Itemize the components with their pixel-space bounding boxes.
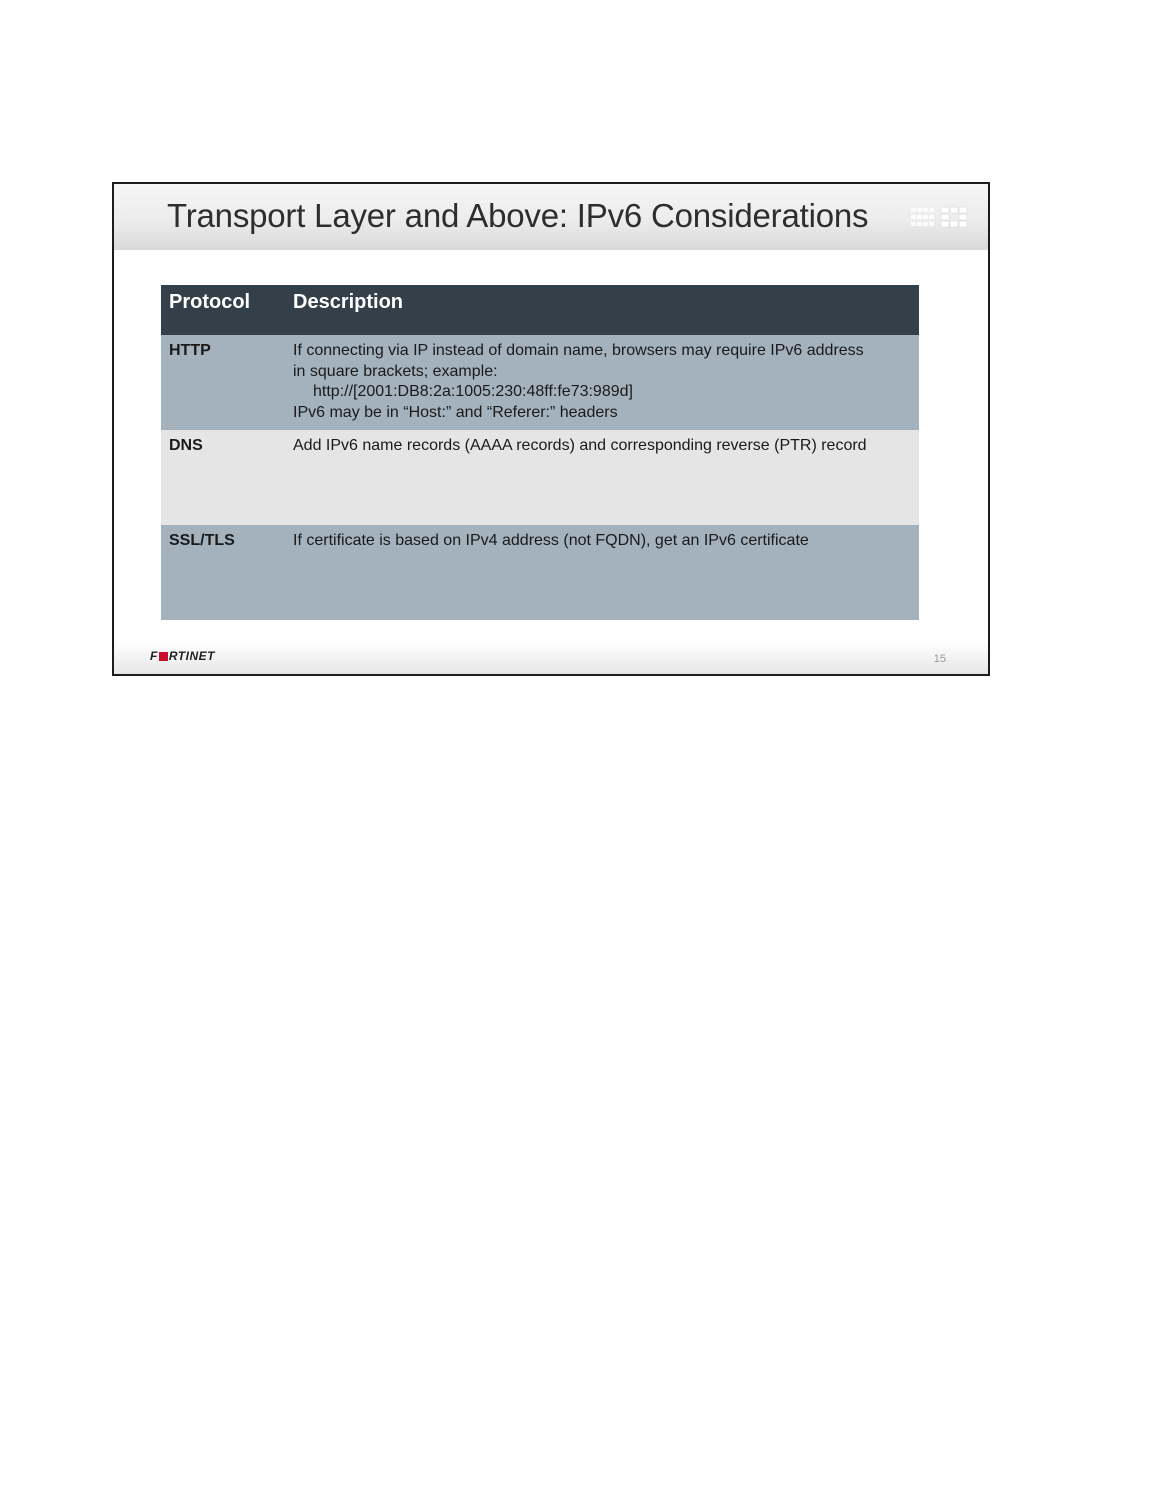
description-line: If certificate is based on IPv4 address (not FQDN), get an IPv6 certificate: [293, 532, 809, 549]
example-url: http://[2001:DB8:2a:1005:230:48ff:fe73:989d]: [313, 383, 633, 400]
footer-bar: [114, 642, 988, 674]
description-line: in square brackets; example:: [293, 362, 498, 380]
header-protocol: Protocol: [161, 285, 285, 335]
table-row-dns: [161, 430, 919, 525]
description-cell: [285, 525, 919, 620]
description-line: If connecting via IP instead of domain name, browsers may require IPv6 address: [293, 342, 864, 359]
description-line: IPv6 may be in “Host:” and “Referer:” headers: [293, 403, 618, 421]
table-header-row: [161, 285, 919, 335]
description-line: Add IPv6 name records (AAAA records) and corresponding reverse (PTR) record: [293, 437, 867, 454]
slide-title: Transport Layer and Above: IPv6 Considerations: [167, 197, 869, 234]
header-description: Description: [285, 285, 919, 335]
table-row-http: [161, 335, 919, 430]
description-cell: [285, 430, 919, 525]
fortinet-grid-icon: [911, 206, 969, 228]
description-cell: [285, 335, 919, 430]
table-row-ssl-tls: [161, 525, 919, 620]
protocol-table: [161, 285, 919, 620]
logo-mark-icon: [159, 652, 168, 661]
protocol-cell: SSL/TLS: [161, 525, 285, 620]
fortinet-logo: F RTINET: [150, 649, 215, 663]
slide: [112, 182, 990, 676]
protocol-cell: HTTP: [161, 335, 285, 430]
page-number: 15: [933, 653, 946, 665]
title-bar: [114, 184, 988, 250]
protocol-cell: DNS: [161, 430, 285, 525]
